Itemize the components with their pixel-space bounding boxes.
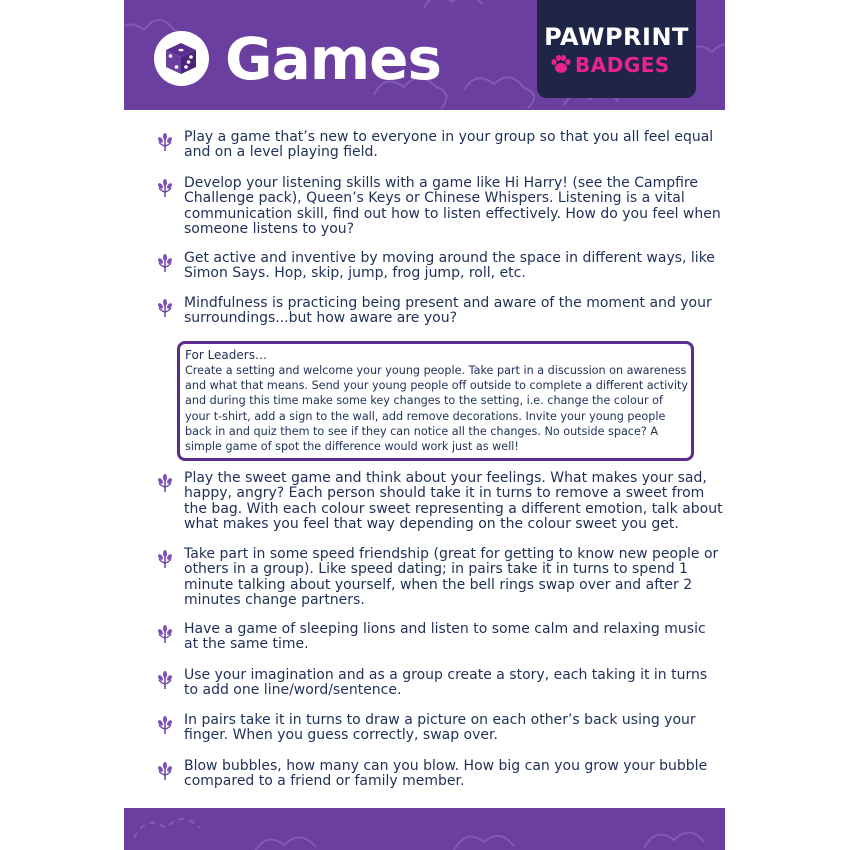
list-item-text: Blow bubbles, how many can you blow. How big can you grow your bubble compared to a friend or family member. <box>184 758 708 790</box>
dice-icon <box>164 41 199 76</box>
list-item-text: Have a game of sleeping lions and listen to some calm and relaxing music at the same time. <box>184 621 706 653</box>
list-item-text: Take part in some speed friendship (great for getting to know new people or others in a group). Like speed dating; in pairs take it in turns to spend 1 minute talking about yourself, when the bell rings swap over and after 2 minutes change partners. <box>184 546 719 609</box>
list-item-text: Mindfulness is practicing being present and aware of the moment and your surroundings...but how aware are you? <box>184 295 712 327</box>
paw-icon <box>550 54 572 79</box>
logo-bottom-row <box>550 53 696 79</box>
lavender-icon <box>156 178 174 198</box>
lavender-icon <box>156 624 174 644</box>
lavender-icon <box>156 473 174 493</box>
lavender-icon <box>156 549 174 569</box>
logo-bottom-text: BADGES <box>575 53 670 77</box>
page-header <box>124 0 725 110</box>
leaders-body: Create a setting and welcome your young people. Take part in a discussion on awareness and what that means. Send your young people off outside to complete a different activity and during this time make some key changes to the setting, i.e. change the colour of your t-shirt, add a sign to the wall, add remove decorations. Invite your young people back in and quiz them to see if they can notice all the changes. No outside space? A simple game of spot the difference would work just as well! <box>185 364 689 454</box>
lavender-icon <box>156 298 174 318</box>
dice-badge <box>154 31 209 86</box>
lavender-icon <box>156 715 174 735</box>
lavender-icon <box>156 132 174 152</box>
leaders-note-box <box>177 341 694 461</box>
list-item-text: Play the sweet game and think about your feelings. What makes your sad, happy, angry? Each person should take it in turns to remove a sweet from the bag. With each colour sweet representing a different emotion, talk about what makes you feel that way depending on the colour sweet you get. <box>184 470 723 533</box>
list-item-text: Develop your listening skills with a game like Hi Harry! (see the Campfire Challenge pack), Queen’s Keys or Chinese Whispers. Listening is a vital communication skill, find out how to listen effectively. How do you feel when someone listens to you? <box>184 175 721 238</box>
worksheet-page <box>124 0 725 850</box>
logo-top-text: PAWPRINT <box>544 23 689 51</box>
page-title: Games <box>225 25 442 93</box>
lavender-icon <box>156 253 174 273</box>
pawprint-badges-logo <box>537 0 696 98</box>
list-item-text: Play a game that’s new to everyone in your group so that you all feel equal and on a level playing field. <box>184 129 714 161</box>
list-item-text: In pairs take it in turns to draw a picture on each other’s back using your finger. When you guess correctly, swap over. <box>184 712 696 744</box>
lavender-icon <box>156 761 174 781</box>
leaders-heading: For Leaders… <box>185 348 267 362</box>
lavender-icon <box>156 670 174 690</box>
list-item-text: Use your imagination and as a group create a story, each taking it in turns to add one line/word/sentence. <box>184 667 708 699</box>
cloud-pattern <box>124 808 725 850</box>
list-item-text: Get active and inventive by moving around the space in different ways, like Simon Says. Hop, skip, jump, frog jump, roll, etc. <box>184 250 715 282</box>
page-footer <box>124 808 725 850</box>
